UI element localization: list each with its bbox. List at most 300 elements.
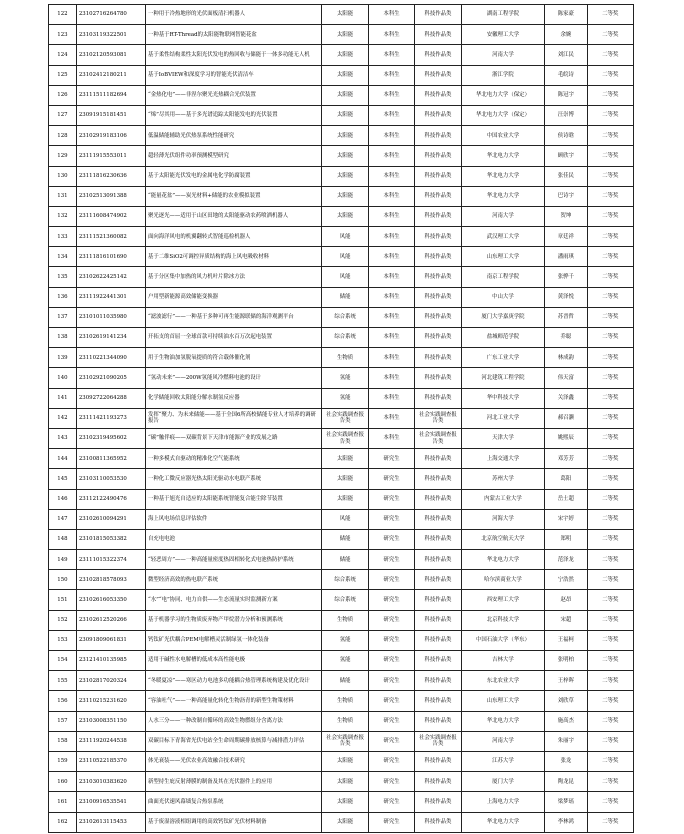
project-title: 基于IoBVIEW和深度学习的智能光伏清洁车 bbox=[145, 65, 321, 85]
entry-id: 23102412180211 bbox=[76, 65, 145, 85]
project-title: 一种多模式自驱动的精准化空气能系统 bbox=[145, 449, 321, 469]
entry-id: 23111922441301 bbox=[76, 287, 145, 307]
energy-category: 太阳能 bbox=[322, 772, 368, 792]
row-number: 155 bbox=[49, 671, 77, 691]
table-row bbox=[49, 489, 634, 509]
work-type: 科技作品类 bbox=[415, 105, 461, 125]
student-level: 研究生 bbox=[368, 469, 414, 489]
work-type: 科技作品类 bbox=[415, 751, 461, 771]
row-number: 122 bbox=[49, 5, 77, 25]
table-row bbox=[49, 45, 634, 65]
entry-id: 23091809061831 bbox=[76, 630, 145, 650]
table-row bbox=[49, 65, 634, 85]
energy-category: 太阳能 bbox=[322, 105, 368, 125]
table-row bbox=[49, 590, 634, 610]
entry-id: 23112122490476 bbox=[76, 489, 145, 509]
student-level: 本科生 bbox=[368, 328, 414, 348]
project-title: 一种化工微反应器光热太阳光驱动水电联产系统 bbox=[145, 469, 321, 489]
prize-level: 二等奖 bbox=[587, 590, 633, 610]
prize-level: 二等奖 bbox=[587, 570, 633, 590]
student-level: 研究生 bbox=[368, 489, 414, 509]
school-name: 北京航空航天大学 bbox=[461, 529, 545, 549]
student-level: 研究生 bbox=[368, 630, 414, 650]
energy-category: 生物质 bbox=[322, 691, 368, 711]
energy-category: 太阳能 bbox=[322, 45, 368, 65]
row-number: 134 bbox=[49, 247, 77, 267]
prize-level: 二等奖 bbox=[587, 751, 633, 771]
project-title: 钙钛矿光伏耦合PEM电解槽灵活制绿氢一体化装备 bbox=[145, 630, 321, 650]
school-name: 华北电力大学（保定） bbox=[461, 105, 545, 125]
energy-category: 氢能 bbox=[322, 630, 368, 650]
prize-level: 二等奖 bbox=[587, 691, 633, 711]
entry-id: 23102716264780 bbox=[76, 5, 145, 25]
project-title: “氢动未来”——200W氢能风冷燃料电池的设计 bbox=[145, 368, 321, 388]
table-row bbox=[49, 126, 634, 146]
prize-level: 二等奖 bbox=[587, 509, 633, 529]
student-level: 研究生 bbox=[368, 792, 414, 812]
work-type: 科技作品类 bbox=[415, 267, 461, 287]
leader-name: 王福柯 bbox=[545, 630, 587, 650]
energy-category: 综合系统 bbox=[322, 570, 368, 590]
table-row bbox=[49, 651, 634, 671]
entry-id: 23110522185370 bbox=[76, 751, 145, 771]
leader-name: 姚熙辰 bbox=[545, 428, 587, 448]
school-name: 中国农业大学 bbox=[461, 126, 545, 146]
entry-id: 23091915181451 bbox=[76, 105, 145, 125]
project-title: 用于生物油加氢脱氧提质的符合载体催化剂 bbox=[145, 348, 321, 368]
work-type: 科技作品类 bbox=[415, 550, 461, 570]
prize-level: 二等奖 bbox=[587, 469, 633, 489]
leader-name: 贺坤 bbox=[545, 206, 587, 226]
project-title: 一种基于旭光自适应的太阳能系统智能复合能尘除节装置 bbox=[145, 489, 321, 509]
table-row bbox=[49, 812, 634, 832]
entry-id: 23101815053382 bbox=[76, 529, 145, 549]
work-type: 科技作品类 bbox=[415, 126, 461, 146]
table-row bbox=[49, 509, 634, 529]
energy-category: 储能 bbox=[322, 671, 368, 691]
table-row bbox=[49, 671, 634, 691]
leader-name: 章廷祥 bbox=[545, 227, 587, 247]
work-type: 社会实践调查报告类 bbox=[415, 428, 461, 448]
leader-name: 赵昂 bbox=[545, 590, 587, 610]
entry-id: 23110221344090 bbox=[76, 348, 145, 368]
prize-level: 二等奖 bbox=[587, 227, 633, 247]
work-type: 科技作品类 bbox=[415, 65, 461, 85]
school-name: 浙江学院 bbox=[461, 65, 545, 85]
prize-level: 二等奖 bbox=[587, 267, 633, 287]
leader-name: 宁浩然 bbox=[545, 570, 587, 590]
student-level: 研究生 bbox=[368, 610, 414, 630]
table-row bbox=[49, 792, 634, 812]
row-number: 130 bbox=[49, 166, 77, 186]
prize-level: 二等奖 bbox=[587, 126, 633, 146]
energy-category: 太阳能 bbox=[322, 751, 368, 771]
work-type: 科技作品类 bbox=[415, 186, 461, 206]
entry-id: 23103010383620 bbox=[76, 772, 145, 792]
student-level: 研究生 bbox=[368, 529, 414, 549]
leader-name: 陈家豪 bbox=[545, 5, 587, 25]
school-name: 北京科技大学 bbox=[461, 610, 545, 630]
work-type: 科技作品类 bbox=[415, 5, 461, 25]
prize-level: 二等奖 bbox=[587, 489, 633, 509]
row-number: 141 bbox=[49, 388, 77, 408]
work-type: 科技作品类 bbox=[415, 247, 461, 267]
project-title: “容油吐气”——一种高能量化转化生物沥青的新型生物策材料 bbox=[145, 691, 321, 711]
leader-name: 顾欣宇 bbox=[545, 146, 587, 166]
school-name: 湖南工程学院 bbox=[461, 5, 545, 25]
school-name: 盐城师范学院 bbox=[461, 328, 545, 348]
prize-level: 二等奖 bbox=[587, 711, 633, 731]
work-type: 科技作品类 bbox=[415, 368, 461, 388]
table-row bbox=[49, 227, 634, 247]
energy-category: 社会实践调查报告类 bbox=[322, 408, 368, 428]
project-title: “冬暖夏凉”——寒区动力电池多功能耦合热管理系统构建及优化设计 bbox=[145, 671, 321, 691]
project-title: 新型持生庇反射薄膜的制备及其在光伏器件上的应用 bbox=[145, 772, 321, 792]
row-number: 133 bbox=[49, 227, 77, 247]
prize-level: 二等奖 bbox=[587, 772, 633, 792]
prize-level: 二等奖 bbox=[587, 287, 633, 307]
energy-category: 生物质 bbox=[322, 711, 368, 731]
entry-id: 23102817020324 bbox=[76, 671, 145, 691]
energy-category: 综合系统 bbox=[322, 590, 368, 610]
energy-category: 太阳能 bbox=[322, 166, 368, 186]
school-name: 江苏大学 bbox=[461, 751, 545, 771]
student-level: 研究生 bbox=[368, 550, 414, 570]
student-level: 本科生 bbox=[368, 25, 414, 45]
school-name: 山东理工大学 bbox=[461, 691, 545, 711]
prize-level: 二等奖 bbox=[587, 45, 633, 65]
table-row bbox=[49, 570, 634, 590]
leader-name: 张骅千 bbox=[545, 267, 587, 287]
energy-category: 太阳能 bbox=[322, 5, 368, 25]
row-number: 162 bbox=[49, 812, 77, 832]
student-level: 研究生 bbox=[368, 711, 414, 731]
work-type: 科技作品类 bbox=[415, 206, 461, 226]
project-title: 发挥“聚力、为未来储能——基于全国6所高校储能专业人才培养的调研报告 bbox=[145, 408, 321, 428]
energy-category: 太阳能 bbox=[322, 206, 368, 226]
school-name: 河北工业大学 bbox=[461, 408, 545, 428]
student-level: 本科生 bbox=[368, 5, 414, 25]
prize-level: 二等奖 bbox=[587, 368, 633, 388]
project-title: 适用于碱性水电解槽的低成本高性能电极 bbox=[145, 651, 321, 671]
prize-level: 二等奖 bbox=[587, 105, 633, 125]
work-type: 科技作品类 bbox=[415, 146, 461, 166]
entry-id: 23101011035980 bbox=[76, 307, 145, 327]
table-row bbox=[49, 691, 634, 711]
student-level: 研究生 bbox=[368, 772, 414, 792]
work-type: 科技作品类 bbox=[415, 651, 461, 671]
student-level: 本科生 bbox=[368, 227, 414, 247]
leader-name: 李林鸿 bbox=[545, 812, 587, 832]
project-title: 基于废湿溶液相组调用的高效钙钛矿光伏材料制备 bbox=[145, 812, 321, 832]
work-type: 科技作品类 bbox=[415, 509, 461, 529]
row-number: 147 bbox=[49, 509, 77, 529]
work-type: 科技作品类 bbox=[415, 671, 461, 691]
work-type: 科技作品类 bbox=[415, 307, 461, 327]
leader-name: 宋宇婷 bbox=[545, 509, 587, 529]
work-type: 科技作品类 bbox=[415, 287, 461, 307]
leader-name: 邓芳芳 bbox=[545, 449, 587, 469]
energy-category: 社会实践调查报告类 bbox=[322, 731, 368, 751]
energy-category: 太阳能 bbox=[322, 469, 368, 489]
project-title: 户用型新能源高效储能变换器 bbox=[145, 287, 321, 307]
leader-name: 余婉 bbox=[545, 25, 587, 45]
entry-id: 23111511182694 bbox=[76, 85, 145, 105]
leader-name: 郝召灏 bbox=[545, 408, 587, 428]
table-row bbox=[49, 186, 634, 206]
work-type: 科技作品类 bbox=[415, 388, 461, 408]
leader-name: 巴诗宇 bbox=[545, 186, 587, 206]
student-level: 本科生 bbox=[368, 65, 414, 85]
school-name: 苏州大学 bbox=[461, 469, 545, 489]
prize-level: 二等奖 bbox=[587, 671, 633, 691]
prize-level: 二等奖 bbox=[587, 550, 633, 570]
energy-category: 太阳能 bbox=[322, 186, 368, 206]
school-name: 华北电力大学 bbox=[461, 711, 545, 731]
student-level: 研究生 bbox=[368, 590, 414, 610]
project-title: “金热化电”——非涅尔聚光光热耦合光伏装置 bbox=[145, 85, 321, 105]
table-row bbox=[49, 307, 634, 327]
school-name: 河海大学 bbox=[461, 509, 545, 529]
energy-category: 太阳能 bbox=[322, 25, 368, 45]
table-row bbox=[49, 328, 634, 348]
project-title: 体光衰装——光伏农业高效融合技术研究 bbox=[145, 751, 321, 771]
entry-id: 23100916535541 bbox=[76, 792, 145, 812]
row-number: 160 bbox=[49, 772, 77, 792]
school-name: 华中科技大学 bbox=[461, 388, 545, 408]
row-number: 149 bbox=[49, 550, 77, 570]
prize-level: 二等奖 bbox=[587, 529, 633, 549]
entry-id: 23102921090205 bbox=[76, 368, 145, 388]
award-table bbox=[48, 4, 634, 833]
student-level: 本科生 bbox=[368, 186, 414, 206]
project-title: 微型经济高效的热电联产系统 bbox=[145, 570, 321, 590]
leader-name: 潘雨琪 bbox=[545, 247, 587, 267]
leader-name: 黄泽悦 bbox=[545, 287, 587, 307]
table-row bbox=[49, 348, 634, 368]
leader-name: 施高杰 bbox=[545, 711, 587, 731]
prize-level: 二等奖 bbox=[587, 812, 633, 832]
school-name: 河南大学 bbox=[461, 731, 545, 751]
student-level: 研究生 bbox=[368, 812, 414, 832]
school-name: 东北农业大学 bbox=[461, 671, 545, 691]
entry-id: 23121410135985 bbox=[76, 651, 145, 671]
leader-name: 陶龙昆 bbox=[545, 772, 587, 792]
work-type: 科技作品类 bbox=[415, 711, 461, 731]
project-title: “烯”尽其用——基于多光谱追踪太阳能发电的光伏装置 bbox=[145, 105, 321, 125]
entry-id: 23102319495602 bbox=[76, 428, 145, 448]
prize-level: 二等奖 bbox=[587, 388, 633, 408]
leader-name: 梁梦瑶 bbox=[545, 792, 587, 812]
row-number: 142 bbox=[49, 408, 77, 428]
work-type: 科技作品类 bbox=[415, 45, 461, 65]
leader-name: 范泽龙 bbox=[545, 550, 587, 570]
energy-category: 社会实践调查报告类 bbox=[322, 428, 368, 448]
project-title: 曲面光伏速风幕墙复合热泵系统 bbox=[145, 792, 321, 812]
energy-category: 风能 bbox=[322, 267, 368, 287]
leader-name: 汪崇博 bbox=[545, 105, 587, 125]
student-level: 本科生 bbox=[368, 408, 414, 428]
school-name: 山东理工大学 bbox=[461, 247, 545, 267]
work-type: 社会实践调查报告类 bbox=[415, 408, 461, 428]
student-level: 本科生 bbox=[368, 126, 414, 146]
student-level: 本科生 bbox=[368, 307, 414, 327]
student-level: 本科生 bbox=[368, 45, 414, 65]
school-name: 华北电力大学 bbox=[461, 146, 545, 166]
row-number: 136 bbox=[49, 287, 77, 307]
prize-level: 二等奖 bbox=[587, 186, 633, 206]
energy-category: 生物质 bbox=[322, 610, 368, 630]
prize-level: 二等奖 bbox=[587, 630, 633, 650]
entry-id: 23102619141234 bbox=[76, 328, 145, 348]
row-number: 152 bbox=[49, 610, 77, 630]
school-name: 河南大学 bbox=[461, 45, 545, 65]
leader-name: 陈冠宇 bbox=[545, 85, 587, 105]
leader-name: 朱丽宇 bbox=[545, 731, 587, 751]
leader-name: 葛阳 bbox=[545, 469, 587, 489]
school-name: 西安理工大学 bbox=[461, 590, 545, 610]
row-number: 138 bbox=[49, 328, 77, 348]
leader-name: 刘江民 bbox=[545, 45, 587, 65]
energy-category: 氢能 bbox=[322, 368, 368, 388]
work-type: 科技作品类 bbox=[415, 348, 461, 368]
row-number: 151 bbox=[49, 590, 77, 610]
prize-level: 二等奖 bbox=[587, 731, 633, 751]
table-row bbox=[49, 166, 634, 186]
entry-id: 23102513091388 bbox=[76, 186, 145, 206]
school-name: 哈尔滨商业大学 bbox=[461, 570, 545, 590]
project-title: 自充电电池 bbox=[145, 529, 321, 549]
school-name: 华北电力大学 bbox=[461, 812, 545, 832]
work-type: 科技作品类 bbox=[415, 570, 461, 590]
row-number: 157 bbox=[49, 711, 77, 731]
row-number: 140 bbox=[49, 368, 77, 388]
student-level: 本科生 bbox=[368, 388, 414, 408]
table-row bbox=[49, 610, 634, 630]
entry-id: 23111608474902 bbox=[76, 206, 145, 226]
entry-id: 23111816101690 bbox=[76, 247, 145, 267]
student-level: 本科生 bbox=[368, 348, 414, 368]
school-name: 厦门大学嘉庚学院 bbox=[461, 307, 545, 327]
table-row bbox=[49, 287, 634, 307]
table-row bbox=[49, 529, 634, 549]
project-title: 面向海洋风电的机翼翻转式智能巡检机器人 bbox=[145, 227, 321, 247]
work-type: 科技作品类 bbox=[415, 691, 461, 711]
leader-name: 岳士超 bbox=[545, 489, 587, 509]
school-name: 厦门大学 bbox=[461, 772, 545, 792]
work-type: 科技作品类 bbox=[415, 590, 461, 610]
energy-category: 太阳能 bbox=[322, 449, 368, 469]
table-row bbox=[49, 630, 634, 650]
student-level: 本科生 bbox=[368, 85, 414, 105]
prize-level: 二等奖 bbox=[587, 85, 633, 105]
prize-level: 二等奖 bbox=[587, 146, 633, 166]
student-level: 研究生 bbox=[368, 449, 414, 469]
table-row bbox=[49, 550, 634, 570]
leader-name: 苏晋哲 bbox=[545, 307, 587, 327]
energy-category: 太阳能 bbox=[322, 812, 368, 832]
student-level: 本科生 bbox=[368, 146, 414, 166]
project-title: “轻恶周方”——一种高能量密度热固相转化式电池热防护系统 bbox=[145, 550, 321, 570]
energy-category: 太阳能 bbox=[322, 489, 368, 509]
prize-level: 二等奖 bbox=[587, 408, 633, 428]
school-name: 上海交通大学 bbox=[461, 449, 545, 469]
leader-name: 毛皖诗 bbox=[545, 65, 587, 85]
leader-name: 宋超 bbox=[545, 610, 587, 630]
school-name: 吉林大学 bbox=[461, 651, 545, 671]
prize-level: 二等奖 bbox=[587, 166, 633, 186]
prize-level: 二等奖 bbox=[587, 651, 633, 671]
table-row bbox=[49, 25, 634, 45]
row-number: 131 bbox=[49, 186, 77, 206]
work-type: 科技作品类 bbox=[415, 772, 461, 792]
leader-name: 王梓晖 bbox=[545, 671, 587, 691]
table-row bbox=[49, 428, 634, 448]
entry-id: 23103008351150 bbox=[76, 711, 145, 731]
work-type: 科技作品类 bbox=[415, 489, 461, 509]
student-level: 本科生 bbox=[368, 428, 414, 448]
prize-level: 二等奖 bbox=[587, 206, 633, 226]
row-number: 161 bbox=[49, 792, 77, 812]
project-title: 超轻薄光伏组件功率预测模型研究 bbox=[145, 146, 321, 166]
school-name: 中国石油大学（华东） bbox=[461, 630, 545, 650]
leader-name: 张佳民 bbox=[545, 166, 587, 186]
leader-name: 林成韵 bbox=[545, 348, 587, 368]
award-table-body bbox=[49, 5, 634, 833]
row-number: 135 bbox=[49, 267, 77, 287]
energy-category: 综合系统 bbox=[322, 328, 368, 348]
row-number: 127 bbox=[49, 105, 77, 125]
project-title: 一种用于冷热地形的光伏面板清扫机器人 bbox=[145, 5, 321, 25]
entry-id: 23111915553011 bbox=[76, 146, 145, 166]
work-type: 科技作品类 bbox=[415, 812, 461, 832]
table-row bbox=[49, 408, 634, 428]
row-number: 150 bbox=[49, 570, 77, 590]
leader-name: 关泽鑫 bbox=[545, 388, 587, 408]
work-type: 科技作品类 bbox=[415, 328, 461, 348]
energy-category: 太阳能 bbox=[322, 85, 368, 105]
student-level: 本科生 bbox=[368, 206, 414, 226]
prize-level: 二等奖 bbox=[587, 247, 633, 267]
student-level: 本科生 bbox=[368, 287, 414, 307]
table-row bbox=[49, 85, 634, 105]
row-number: 159 bbox=[49, 751, 77, 771]
leader-name: 张龙 bbox=[545, 751, 587, 771]
leader-name: 张明柏 bbox=[545, 651, 587, 671]
project-title: “碳”触伴痕——双碳背景下天津市能源产业的发展之路 bbox=[145, 428, 321, 448]
entry-id: 23110215231620 bbox=[76, 691, 145, 711]
work-type: 科技作品类 bbox=[415, 25, 461, 45]
table-row bbox=[49, 146, 634, 166]
table-row bbox=[49, 247, 634, 267]
prize-level: 二等奖 bbox=[587, 5, 633, 25]
row-number: 129 bbox=[49, 146, 77, 166]
prize-level: 二等奖 bbox=[587, 25, 633, 45]
school-name: 河南大学 bbox=[461, 206, 545, 226]
energy-category: 氢能 bbox=[322, 651, 368, 671]
table-row bbox=[49, 751, 634, 771]
entry-id: 23111521360082 bbox=[76, 227, 145, 247]
student-level: 本科生 bbox=[368, 368, 414, 388]
entry-id: 23111015322374 bbox=[76, 550, 145, 570]
row-number: 124 bbox=[49, 45, 77, 65]
row-number: 158 bbox=[49, 731, 77, 751]
student-level: 研究生 bbox=[368, 731, 414, 751]
prize-level: 二等奖 bbox=[587, 307, 633, 327]
row-number: 146 bbox=[49, 489, 77, 509]
work-type: 科技作品类 bbox=[415, 449, 461, 469]
school-name: 华北电力大学 bbox=[461, 166, 545, 186]
